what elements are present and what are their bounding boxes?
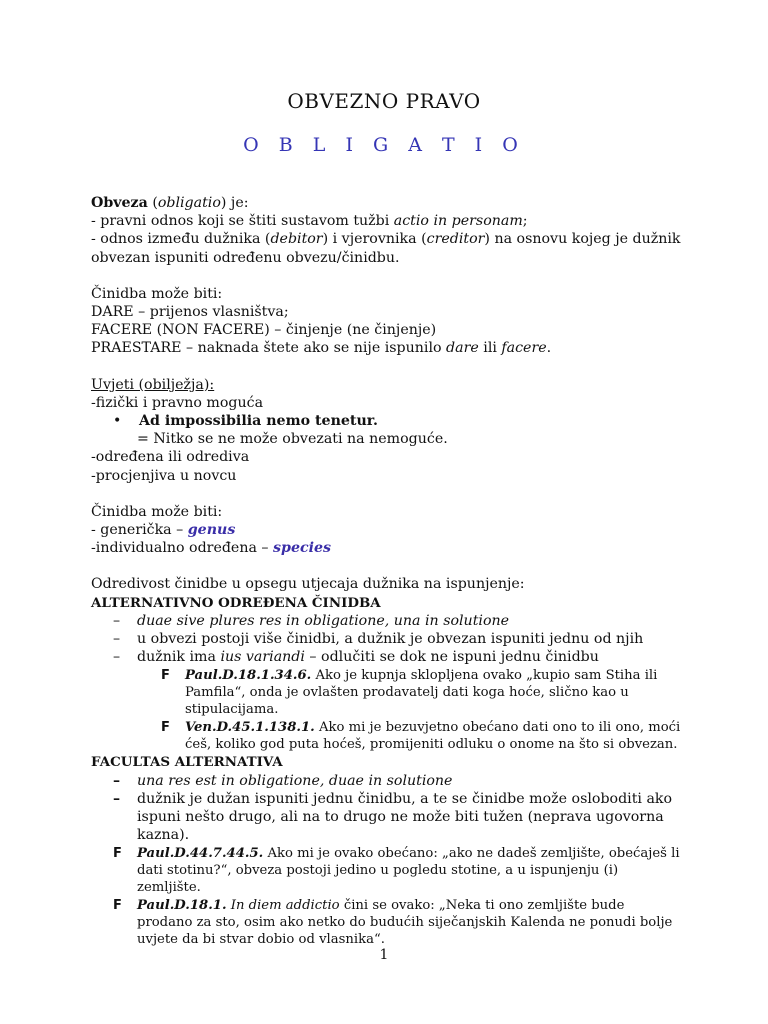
- term-obligatio: obligatio: [157, 195, 221, 211]
- source-citation: [161, 719, 685, 753]
- text: dužnik je dužan ispuniti jednu činidbu, a te se činidbe može osloboditi ako ispuni nešto drugo, ali na to drugo ne može biti tužen (neprava ugovorna kazna).: [137, 790, 673, 844]
- latin-term: actio in personam: [393, 213, 523, 230]
- text: u obvezi postoji više činidbi, a dužnik je obvezan ispuniti jednu od njih: [137, 631, 644, 648]
- source-citation: [161, 667, 685, 718]
- uvjeti-item-3: -procjenjiva u novcu: [91, 467, 237, 484]
- citation-ref: Paul.D.18.1.: [137, 898, 227, 914]
- list-item: [91, 630, 691, 648]
- text: ) na osnovu kojeg je dužnik: [484, 231, 681, 248]
- cinidba-individualna: [91, 539, 691, 557]
- dash-marker: –: [113, 772, 121, 789]
- uvjeti-translation: = Nitko se ne može obvezati na nemoguće.: [137, 431, 448, 448]
- dash-marker: –: [113, 790, 121, 807]
- dash-marker: –: [113, 631, 121, 648]
- definition-item-1: [91, 212, 691, 230]
- wingding-f-icon: F: [161, 668, 170, 684]
- section-heading-alternativno: ALTERNATIVNO ODREĐENA ČINIDBA: [91, 594, 381, 611]
- latin-term: In diem addictio: [226, 898, 340, 914]
- text: PRAESTARE – naknada štete ako se nije ispunilo: [91, 340, 447, 357]
- latin-term: species: [273, 540, 332, 557]
- citation-ref: Ven.D.45.1.138.1.: [185, 720, 315, 736]
- wingding-f-icon: F: [161, 720, 170, 736]
- latin-term: dare: [446, 340, 479, 357]
- definition-line: Obveza (obligatio) je:: [91, 195, 249, 211]
- text: ;: [522, 213, 528, 230]
- citation-text: Ako mi je ovako obećano: „ako ne dadeš zemljište, obećaješ li dati stotinu?“, obveza postoji jedino u pogledu stotine, a u ispunjenju (i) zemljište.: [137, 846, 680, 896]
- cinidba-facere: FACERE (NON FACERE) – činjenje (ne činjenje): [91, 322, 437, 339]
- definition-item-2-cont: obvezan ispuniti određenu obvezu/činidbu.: [91, 249, 400, 266]
- page-title: OBVEZNO PRAVO: [287, 89, 481, 113]
- latin-term: debitor: [270, 231, 323, 248]
- cinidba-praestare: [91, 339, 691, 357]
- list-item: [91, 612, 691, 630]
- latin-maxim: Ad impossibilia nemo tenetur.: [139, 413, 378, 430]
- text: una res est in obligatione, duae in solutione: [137, 772, 453, 789]
- citation-ref: Paul.D.44.7.44.5.: [137, 846, 264, 862]
- list-item: [91, 648, 691, 666]
- wingding-f-icon: F: [113, 846, 122, 862]
- text: dužnik ima: [137, 649, 221, 666]
- text: .: [546, 340, 552, 357]
- source-citation: [113, 845, 683, 896]
- section-heading-cinidba: Činidba može biti:: [91, 285, 223, 302]
- source-citation: [113, 897, 683, 948]
- definition-suffix: ) je:: [220, 195, 249, 211]
- text: -individualno određena –: [91, 540, 274, 557]
- section-heading-uvjeti: Uvjeti (obilježja):: [91, 376, 215, 393]
- list-item: [91, 790, 691, 845]
- dash-marker: –: [113, 649, 121, 666]
- odredivost-line: Odredivost činidbe u opsegu utjecaja dužnika na ispunjenje:: [91, 576, 525, 593]
- uvjeti-bullet: [91, 412, 691, 430]
- citation-text: čini se ovako: „Neka ti ono zemljište bude prodano za sto, osim ako netko do budućih siječanjskih Kalenda ne ponudi bolje uvjete da bi stvar dobio od vlasnika“.: [137, 898, 673, 948]
- latin-term: facere: [501, 340, 547, 357]
- citation-text: Ako je kupnja sklopljena ovako „kupio sam Stiha ili Pamfila“, onda je ovlašten prodavatelj dati koga hoće, slično kao u stipulacijama.: [185, 668, 658, 718]
- wingding-f-icon: F: [113, 898, 122, 914]
- bullet-icon: •: [113, 413, 122, 430]
- text: - generička –: [91, 522, 188, 539]
- text: – odlučiti se dok ne ispuni jednu činidbu: [304, 649, 599, 666]
- page-number: 1: [379, 947, 389, 963]
- text: - odnos između dužnika (: [91, 231, 271, 248]
- document-body: [91, 194, 691, 948]
- definition-item-2: [91, 230, 691, 248]
- text: ili: [478, 340, 502, 357]
- term-obveza: Obveza: [91, 195, 148, 211]
- cinidba-dare: DARE – prijenos vlasništva;: [91, 304, 289, 321]
- text: duae sive plures res in obligatione, una in solutione: [137, 612, 510, 629]
- section-heading-facultas: FACULTAS ALTERNATIVA: [91, 754, 283, 771]
- latin-term: creditor: [426, 231, 485, 248]
- text: ) i vjerovnika (: [322, 231, 427, 248]
- latin-term: genus: [187, 522, 236, 539]
- list-item: [91, 772, 691, 790]
- cinidba-genericka: [91, 521, 691, 539]
- page-subtitle: O B L I G A T I O: [243, 134, 525, 156]
- citation-text: Ako mi je bezuvjetno obećano dati ono to ili ono, moći ćeš, koliko god puta hoćeš, promijeniti odluku o onome na što si obvezan.: [185, 720, 681, 753]
- uvjeti-item-2: -određena ili odrediva: [91, 449, 250, 466]
- section-heading-cinidba-2: Činidba može biti:: [91, 503, 223, 520]
- dash-marker: –: [113, 612, 121, 629]
- uvjeti-item-1: -fizički i pravno moguća: [91, 394, 264, 411]
- text: - pravni odnos koji se štiti sustavom tužbi: [91, 213, 394, 230]
- latin-term: ius variandi: [220, 649, 305, 666]
- citation-ref: Paul.D.18.1.34.6.: [185, 668, 312, 684]
